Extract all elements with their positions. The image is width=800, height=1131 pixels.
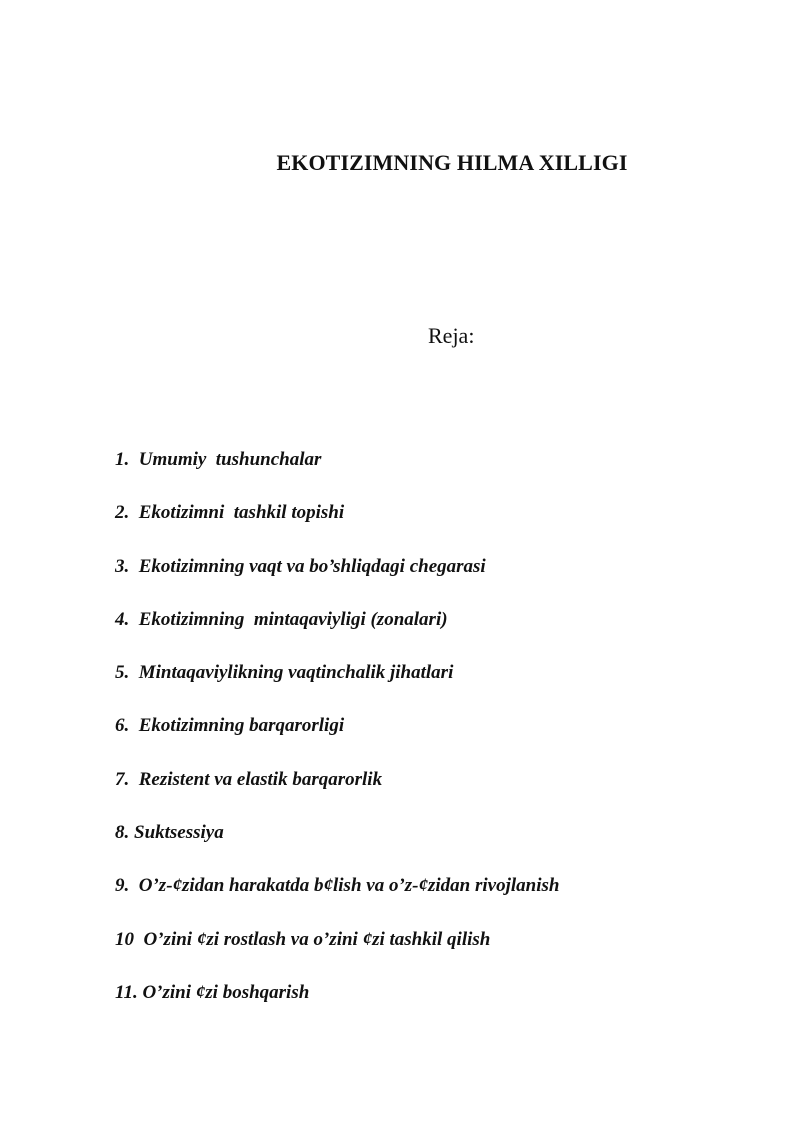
plan-item: 6. Ekotizimning barqarorligi	[115, 715, 345, 737]
plan-item: 10 O’zini ¢zi rostlash va o’zini ¢zi tashkil qilish	[115, 928, 491, 950]
plan-heading: Reja:	[428, 323, 475, 348]
plan-item: 7. Rezistent va elastik barqarorlik	[115, 768, 383, 790]
plan-list	[115, 447, 559, 1033]
plan-item: 4. Ekotizimning mintaqaviyligi (zonalari)	[115, 608, 448, 630]
plan-item: 3. Ekotizimning vaqt va bo’shliqdagi chegarasi	[115, 555, 486, 577]
plan-item: 2. Ekotizimni tashkil topishi	[115, 502, 345, 524]
plan-item: 11. O’zini ¢zi boshqarish	[115, 981, 310, 1003]
plan-item: 8. Suktsessiya	[115, 822, 224, 844]
document-title: EKOTIZIMNING HILMA XILLIGI	[276, 150, 628, 175]
plan-item: 9. O’z-¢zidan harakatda b¢lish va o’z-¢zidan rivojlanish	[115, 875, 560, 897]
plan-item: 1. Umumiy tushunchalar	[115, 449, 322, 470]
plan-item: 5. Mintaqaviylikning vaqtinchalik jihatlari	[115, 662, 454, 684]
